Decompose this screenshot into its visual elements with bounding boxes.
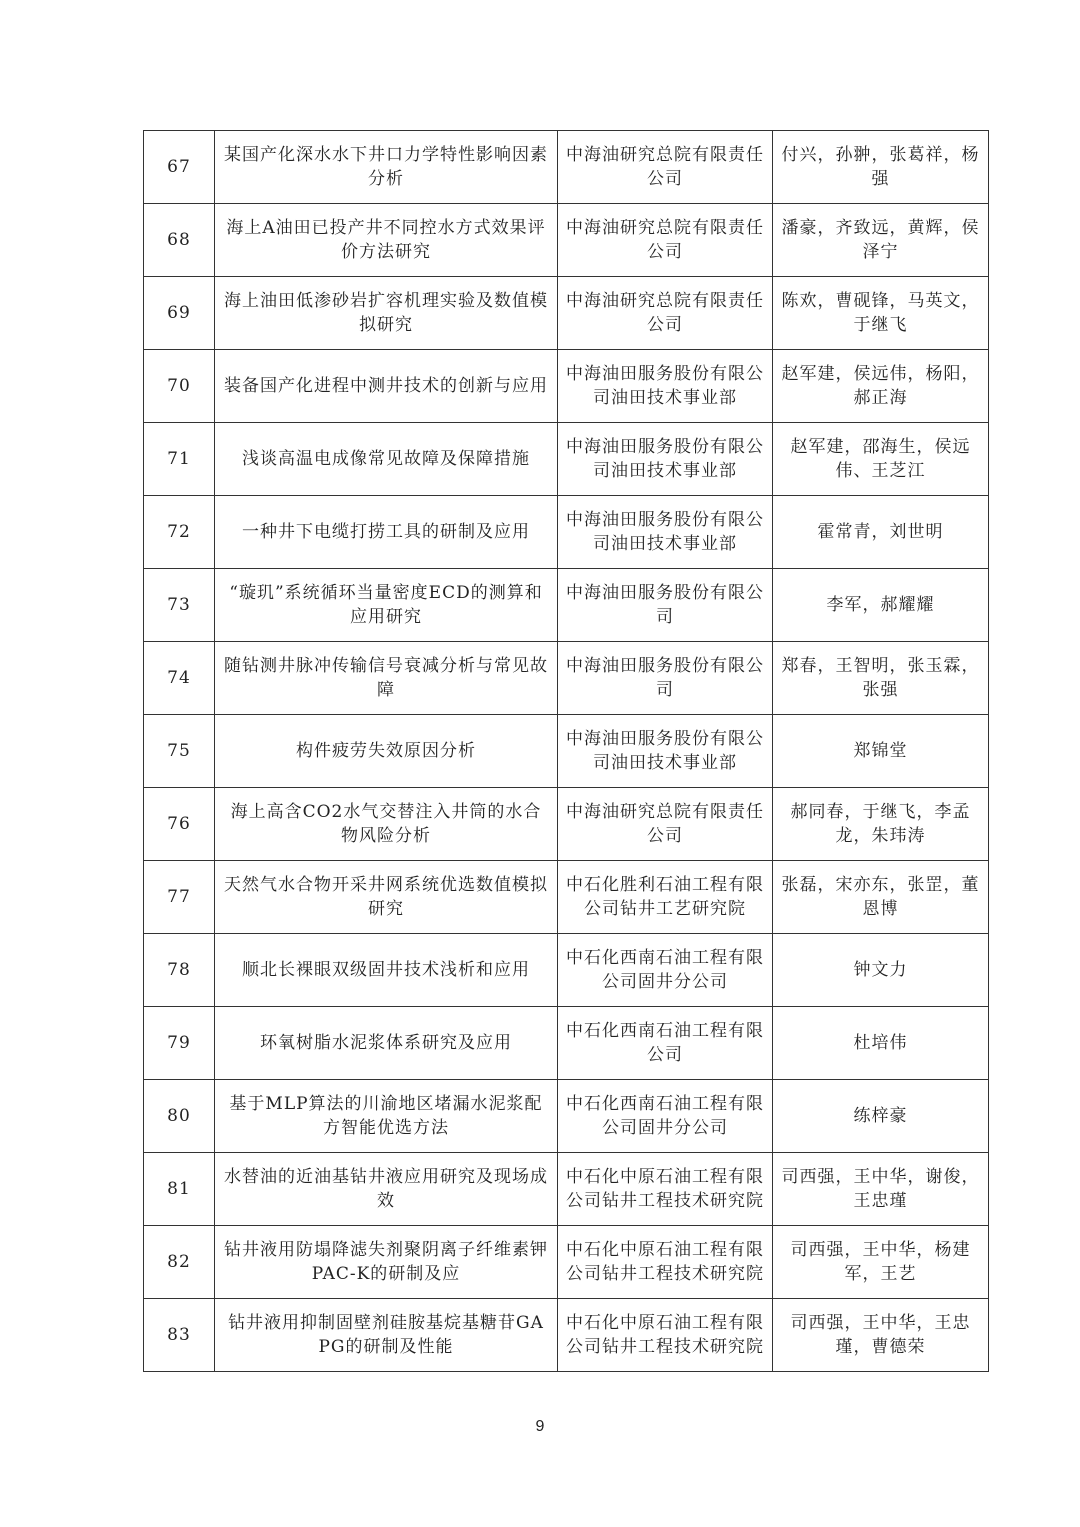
row-number: 74: [144, 642, 215, 715]
organization: 中石化中原石油工程有限公司钻井工程技术研究院: [558, 1226, 773, 1299]
table-row: [144, 1007, 989, 1080]
paper-title: 钻井液用防塌降滤失剂聚阴离子纤维素钾PAC-K的研制及应: [215, 1226, 558, 1299]
table-row: [144, 1153, 989, 1226]
authors: 赵军建，邵海生，侯远伟、王芝江: [773, 423, 989, 496]
paper-title: 天然气水合物开采井网系统优选数值模拟研究: [215, 861, 558, 934]
authors: 付兴，孙翀，张葛祥，杨强: [773, 131, 989, 204]
table-row: [144, 423, 989, 496]
table-row: [144, 131, 989, 204]
page-number: 9: [535, 1418, 545, 1435]
paper-title: 一种井下电缆打捞工具的研制及应用: [215, 496, 558, 569]
paper-title: 装备国产化进程中测井技术的创新与应用: [215, 350, 558, 423]
table-row: [144, 861, 989, 934]
paper-title: 钻井液用抑制固壁剂硅胺基烷基糖苷GAPG的研制及性能: [215, 1299, 558, 1372]
row-number: 75: [144, 715, 215, 788]
organization: 中海油研究总院有限责任公司: [558, 131, 773, 204]
paper-title: 构件疲劳失效原因分析: [215, 715, 558, 788]
row-number: 70: [144, 350, 215, 423]
row-number: 79: [144, 1007, 215, 1080]
authors: 霍常青，刘世明: [773, 496, 989, 569]
organization: 中石化西南石油工程有限公司: [558, 1007, 773, 1080]
authors: 郑春，王智明，张玉霖，张强: [773, 642, 989, 715]
paper-title: 海上油田低渗砂岩扩容机理实验及数值模拟研究: [215, 277, 558, 350]
organization: 中石化中原石油工程有限公司钻井工程技术研究院: [558, 1299, 773, 1372]
authors: 杜培伟: [773, 1007, 989, 1080]
organization: 中海油田服务股份有限公司油田技术事业部: [558, 715, 773, 788]
authors: 赵军建，侯远伟，杨阳，郝正海: [773, 350, 989, 423]
table-row: [144, 1299, 989, 1372]
table-row: [144, 1226, 989, 1299]
table-row: [144, 1080, 989, 1153]
table-row: [144, 496, 989, 569]
table-row: [144, 715, 989, 788]
authors: 练梓豪: [773, 1080, 989, 1153]
organization: 中海油田服务股份有限公司: [558, 642, 773, 715]
row-number: 68: [144, 204, 215, 277]
paper-title: 水替油的近油基钻井液应用研究及现场成效: [215, 1153, 558, 1226]
organization: 中海油研究总院有限责任公司: [558, 788, 773, 861]
authors: 张磊，宋亦东，张罡，董恩博: [773, 861, 989, 934]
organization: 中石化胜利石油工程有限公司钻井工艺研究院: [558, 861, 773, 934]
paper-title: 基于MLP算法的川渝地区堵漏水泥浆配方智能优选方法: [215, 1080, 558, 1153]
table-row: [144, 788, 989, 861]
organization: 中石化西南石油工程有限公司固井分公司: [558, 934, 773, 1007]
paper-title: 随钻测井脉冲传输信号衰减分析与常见故障: [215, 642, 558, 715]
organization: 中海油田服务股份有限公司油田技术事业部: [558, 496, 773, 569]
organization: 中石化中原石油工程有限公司钻井工程技术研究院: [558, 1153, 773, 1226]
authors: 李军，郝耀耀: [773, 569, 989, 642]
row-number: 69: [144, 277, 215, 350]
authors: 陈欢，曹砚锋，马英文，于继飞: [773, 277, 989, 350]
row-number: 72: [144, 496, 215, 569]
award-list-table: [143, 130, 989, 1372]
authors: 司西强，王中华，谢俊，王忠瑾: [773, 1153, 989, 1226]
row-number: 81: [144, 1153, 215, 1226]
authors: 郝同春，于继飞，李孟龙，朱玮涛: [773, 788, 989, 861]
organization: 中石化西南石油工程有限公司固井分公司: [558, 1080, 773, 1153]
table-body: [144, 131, 989, 1372]
paper-title: 顺北长裸眼双级固井技术浅析和应用: [215, 934, 558, 1007]
organization: 中海油田服务股份有限公司油田技术事业部: [558, 423, 773, 496]
organization: 中海油田服务股份有限公司: [558, 569, 773, 642]
row-number: 71: [144, 423, 215, 496]
row-number: 80: [144, 1080, 215, 1153]
row-number: 82: [144, 1226, 215, 1299]
table-row: [144, 569, 989, 642]
table-row: [144, 934, 989, 1007]
row-number: 77: [144, 861, 215, 934]
authors: 郑锦堂: [773, 715, 989, 788]
row-number: 76: [144, 788, 215, 861]
organization: 中海油田服务股份有限公司油田技术事业部: [558, 350, 773, 423]
table-row: [144, 350, 989, 423]
table-row: [144, 204, 989, 277]
paper-title: “璇玑”系统循环当量密度ECD的测算和应用研究: [215, 569, 558, 642]
paper-title: 某国产化深水水下井口力学特性影响因素分析: [215, 131, 558, 204]
row-number: 67: [144, 131, 215, 204]
table-row: [144, 642, 989, 715]
table-row: [144, 277, 989, 350]
row-number: 78: [144, 934, 215, 1007]
authors: 钟文力: [773, 934, 989, 1007]
row-number: 83: [144, 1299, 215, 1372]
authors: 司西强，王中华，王忠瑾，曹德荣: [773, 1299, 989, 1372]
paper-title: 环氧树脂水泥浆体系研究及应用: [215, 1007, 558, 1080]
row-number: 73: [144, 569, 215, 642]
organization: 中海油研究总院有限责任公司: [558, 277, 773, 350]
paper-title: 浅谈高温电成像常见故障及保障措施: [215, 423, 558, 496]
authors: 司西强，王中华，杨建军，王艺: [773, 1226, 989, 1299]
authors: 潘豪，齐致远，黄辉，侯泽宁: [773, 204, 989, 277]
organization: 中海油研究总院有限责任公司: [558, 204, 773, 277]
paper-title: 海上高含CO2水气交替注入井筒的水合物风险分析: [215, 788, 558, 861]
paper-title: 海上A油田已投产井不同控水方式效果评价方法研究: [215, 204, 558, 277]
